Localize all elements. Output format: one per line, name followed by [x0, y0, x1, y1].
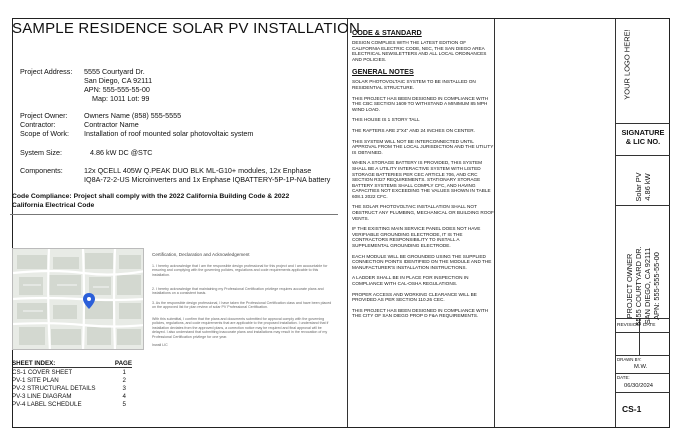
drawn-by-value: M.W. — [634, 364, 648, 370]
drawn-by-label: DRAWN BY: — [617, 357, 642, 362]
address-line: Map: 1011 Lot: 99 — [92, 94, 150, 103]
sheet-index-heading: SHEET INDEX: — [12, 360, 56, 367]
sheet-name: CS-1 COVER SHEET — [12, 369, 73, 376]
general-note: THIS SYSTEM WILL NOT BE INTERCONNECTED UNTIL APPROVAL FROM THE LOCAL JURISDICTION AND THE UTILITY IS OBTAINED. — [352, 138, 494, 155]
owner-line: 5555 COURTYARD DR. — [634, 246, 643, 326]
certification-title: Certification, Declaration and Acknowledgement — [152, 252, 250, 257]
general-note: EACH MODULE WILL BE GROUNDED USING THE SUPPLIED CONNECTION POINTS IDENTIFIED ON THE MODULE AND THE MANUFACTURER'S INSTALLATION INSTRUCTIONS. — [352, 253, 492, 270]
signature-line: & LIC NO. — [625, 137, 661, 146]
general-note: THIS PROJECT HAS BEEN DESIGNED IN COMPLIANCE WITH THE CBC SECTION 1609 TO WITHSTAND A MINIMUM 85 MPH WIND LOAD. — [352, 95, 489, 112]
compliance-value: Project shall comply with the 2022 California Building Code & 2022 California Electrical Code — [12, 193, 290, 209]
owner-line: SAN DIEGO, CA 92111 — [643, 247, 652, 325]
address-line: San Diego, CA 92111 — [84, 76, 153, 85]
owner-label: Project Owner: — [20, 111, 68, 120]
sheet-index-header — [12, 360, 132, 368]
sheet-index-row[interactable] — [12, 393, 132, 400]
map-graphic — [13, 249, 144, 350]
signature-line: SIGNATURE — [621, 128, 665, 137]
sheet-index-row[interactable] — [12, 377, 132, 384]
scope-label: Scope of Work: — [20, 129, 70, 138]
sheet-page: 3 — [122, 385, 126, 392]
code-standard-heading: CODE & STANDARD — [352, 28, 422, 37]
sheet-index-page-heading: PAGE — [114, 360, 132, 367]
general-note: WHEN A STORAGE BATTERY IS PROVIDED, THIS SYSTEM SHALL BE A UTILITY INTERACTIVE SYSTEM WITH LISTED STORAGE BATTERIES PER CEC ARTICLE 706, AND CRC SECTION R327 REQUIREMENTS. STATIONARY STORAGE BATTERY SYSTEMS SHALL COMPLY CFC, AND HAVING CAPACITIES NOT EXCEEDING THE VALUES SHOWN IN TABLE 608.1 2022 CFC. — [352, 160, 491, 199]
sheet-name: PV-4 LABEL SCHEDULE — [12, 401, 82, 408]
tb-divider — [615, 373, 670, 374]
sheet-name: PV-3 LINE DIAGRAM — [12, 393, 72, 400]
notes-column — [352, 28, 494, 324]
certification-statement: With this submittal, I confirm that the plans and documents submitted for approval comply with the governing policies, regulations, and code requirements that are applicable to the proposed installation. I understand that if installation deviates from the approved plans, a correction notice may be required and final approval will be delayed. I also understand that submitting inaccurate plans and installations may result in the revocation of my Professional Certification privilege for one year. — [152, 317, 329, 339]
owner-line: PROJECT OWNER — [625, 253, 634, 319]
tb-divider — [615, 123, 670, 124]
sheet-index-row[interactable] — [12, 385, 132, 392]
general-note: SOLAR PHOTOVOLTAIC SYSTEM TO BE INSTALLED ON RESIDENTIAL STRUCTURE. — [352, 79, 476, 90]
date-column-label: DATE — [643, 323, 656, 328]
sheet-page: 1 — [122, 369, 126, 376]
components-label: Components: — [20, 166, 63, 175]
general-note: IF THE EXISTING MAIN SERVICE PANEL DOES NOT HAVE VERIFIABLE GROUNDING ELECTRODE, IT IS THE CONTRACTORS RESPONSIBILITY TO INSTALL A SUPPLEMENTAL GROUNDING ELECTRODE. — [352, 226, 481, 249]
size-label: System Size: — [20, 148, 62, 157]
general-note: THIS PROJECT HAS BEEN DESIGNED IN COMPLIANCE WITH THE CITY OF SAN DIEGO PROP D F&A REQUIREMENTS. — [352, 307, 489, 319]
revision-label: REVISION — [617, 323, 640, 328]
sheet-page: 4 — [122, 393, 126, 400]
general-note: THIS HOUSE IS 1 STORY TALL — [352, 117, 420, 123]
sheet-page: 5 — [122, 401, 126, 408]
sheet-name: PV-2 STRUCTURAL DETAILS — [12, 385, 96, 392]
scope-value: Installation of roof mounted solar photovoltaic system — [84, 129, 254, 138]
components-line: IQ8A-72-2-US Microinverters and 1x Enphase IQBATTERY-5P-1P-NA battery — [84, 175, 331, 184]
components-line: 12x QCELL 405W Q.PEAK DUO BLK ML-G10+ modules, 12x Enphase — [84, 166, 312, 175]
sheet-page: 2 — [122, 377, 126, 384]
date-caption: DATE: — [617, 375, 630, 380]
logo-placeholder: YOUR LOGO HERE! — [622, 29, 632, 100]
tb-divider — [615, 392, 670, 393]
general-notes-heading: GENERAL NOTES — [352, 67, 414, 77]
divider-left — [347, 19, 348, 427]
sheet-index-row[interactable] — [12, 401, 132, 408]
components-value — [84, 166, 330, 184]
size-value: 4.86 kW DC @STC — [90, 148, 153, 157]
address-block — [84, 67, 152, 103]
certification-signature: Inwali LIC — [152, 343, 168, 347]
compliance-label: Code Compliance: — [12, 193, 72, 200]
code-compliance — [12, 193, 322, 210]
system-line: Solar PV — [634, 172, 643, 202]
code-standard-text: DESIGN COMPLIES WITH THE LATEST EDITION OF CALIFORNIA ELECTRIC CODE, NEC, THE SAN DIEGO AREA ELECTRICAL NEWSLETTERS AND ALL LOCAL ORDINANCES AND POLICIES. — [352, 40, 487, 62]
divider-titleblock — [615, 19, 616, 427]
date-value: 06/30/2024 — [624, 383, 654, 389]
address-line: 5555 Courtyard Dr. — [84, 67, 145, 76]
general-note: A LADDER SHALL BE IN PLACE FOR INSPECTION IN COMPLIANCE WITH CAL-OSHA REGULATIONS. — [352, 275, 469, 286]
page-title: SAMPLE RESIDENCE SOLAR PV INSTALLATION — [12, 20, 360, 37]
general-note: THE RAFTERS ARE 2"X4" AND 24 INCHES ON CENTER. — [352, 127, 475, 133]
general-note: THE SOLAR PHOTOVOLTAIC INSTALLATION SHALL NOT OBSTRUCT ANY PLUMBING, MECHANICAL OR BUILDING ROOF VENTS. — [352, 204, 494, 221]
location-map — [12, 248, 144, 350]
address-label: Project Address: — [20, 67, 73, 76]
certification-item: 1. I hereby acknowledge that I am the responsible design professional for this project and I am accountable for ensuring and complying with the governing policies, regulations and code requirements applicable to this installation. — [152, 264, 328, 277]
sheet-name: PV-1 SITE PLAN — [12, 377, 59, 384]
owner-line: APN: 555-555-55-00 — [652, 252, 661, 320]
system-line: 4.86 kW — [643, 173, 652, 201]
contractor-value: Contractor Name — [84, 120, 139, 129]
contractor-label: Contractor: — [20, 120, 56, 129]
owner-value: Owners Name (858) 555-5555 — [84, 111, 182, 120]
sheet-number: CS-1 — [622, 404, 642, 414]
project-owner-block — [625, 213, 661, 359]
divider-notes — [494, 19, 495, 427]
general-note: PROPER ACCESS AND WORKING CLEARANCE WILL BE PROVIDED AS PER SECTION 110.26 CEC. — [352, 291, 477, 303]
address-line: APN: 555-555-55-00 — [84, 85, 150, 94]
sheet-index-row[interactable] — [12, 369, 132, 376]
certification-item: 3. As the responsible design professional, I have taken the Professional Certification class and have been placed on the approved list for plan review of solar PV Professional Certification. — [152, 301, 332, 310]
section-separator — [10, 214, 338, 215]
certification-item: 2. I hereby acknowledge that maintaining my Professional Certification privilege requires accurate plans and installations on a consistent basis. — [152, 287, 324, 296]
